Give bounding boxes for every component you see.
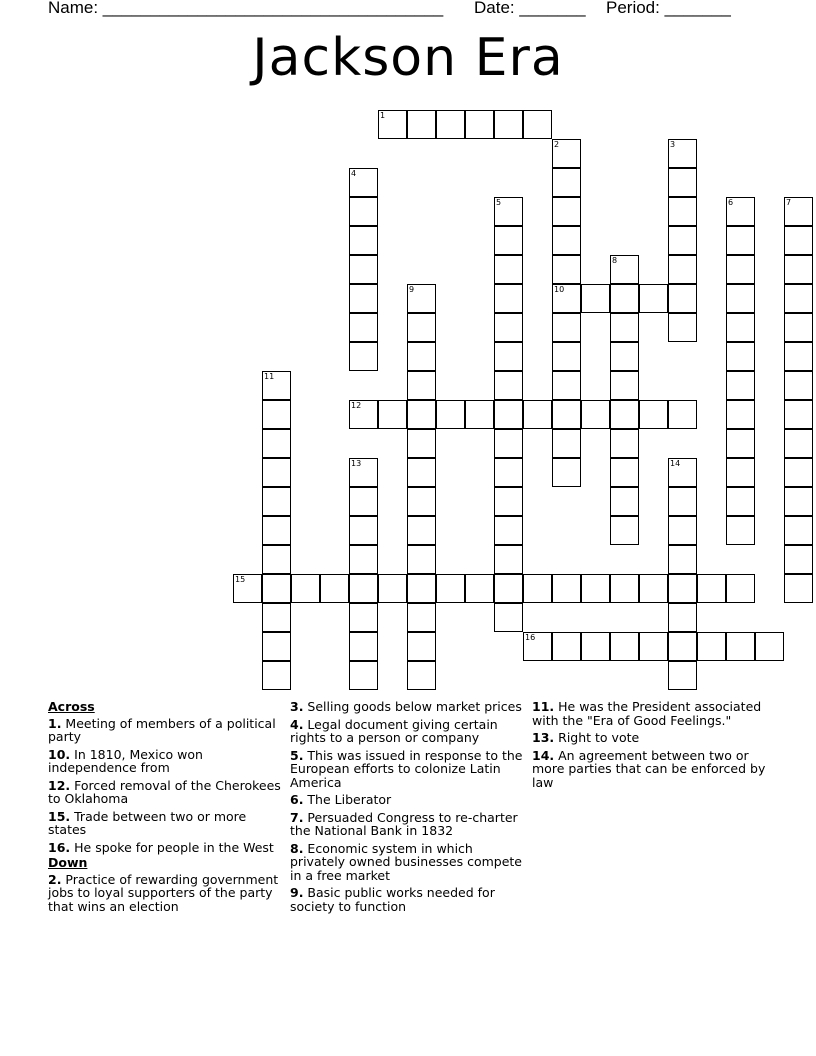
grid-cell[interactable] xyxy=(494,545,523,574)
grid-cell[interactable] xyxy=(262,516,291,545)
grid-cell[interactable] xyxy=(378,110,407,139)
clue-number: 10. xyxy=(48,746,71,762)
grid-cell[interactable] xyxy=(610,400,639,429)
clue-9 xyxy=(290,886,530,913)
grid-cell[interactable] xyxy=(784,400,813,429)
clue-text: Legal document giving certain rights to a person or company xyxy=(290,716,498,745)
grid-cell[interactable] xyxy=(407,516,436,545)
grid-cell[interactable] xyxy=(349,168,378,197)
clues-column-1 xyxy=(48,700,288,917)
grid-cell[interactable] xyxy=(436,574,465,603)
clue-text: Meeting of members of a political party xyxy=(48,715,276,744)
grid-cell[interactable] xyxy=(639,400,668,429)
grid-cell[interactable] xyxy=(349,632,378,661)
grid-cell[interactable] xyxy=(610,458,639,487)
clue-text: He spoke for people in the West xyxy=(70,839,274,855)
cell-number: 15 xyxy=(235,575,246,584)
clue-number: 15. xyxy=(48,808,71,824)
grid-cell[interactable] xyxy=(552,226,581,255)
grid-cell[interactable] xyxy=(726,632,755,661)
grid-cell[interactable] xyxy=(494,371,523,400)
clue-number: 4. xyxy=(290,716,304,732)
cell-number: 3 xyxy=(670,140,676,149)
grid-cell[interactable] xyxy=(726,313,755,342)
across-heading: Across xyxy=(48,699,95,714)
clue-number: 1. xyxy=(48,715,62,731)
grid-cell[interactable] xyxy=(784,255,813,284)
grid-cell[interactable] xyxy=(494,458,523,487)
grid-cell[interactable] xyxy=(610,284,639,313)
cell-number: 4 xyxy=(351,169,357,178)
grid-cell[interactable] xyxy=(784,313,813,342)
cell-number: 9 xyxy=(409,285,415,294)
grid-cell[interactable] xyxy=(436,110,465,139)
clue-7 xyxy=(290,811,530,838)
grid-cell[interactable] xyxy=(610,487,639,516)
grid-cell[interactable] xyxy=(552,458,581,487)
grid-cell[interactable] xyxy=(552,371,581,400)
grid-cell[interactable] xyxy=(552,168,581,197)
grid-cell[interactable] xyxy=(552,400,581,429)
clue-15 xyxy=(48,810,288,837)
grid-cell[interactable] xyxy=(407,400,436,429)
clue-number: 12. xyxy=(48,777,71,793)
grid-cell[interactable] xyxy=(407,661,436,690)
clue-number: 5. xyxy=(290,747,304,763)
grid-cell[interactable] xyxy=(494,197,523,226)
grid-cell[interactable] xyxy=(407,371,436,400)
clue-12 xyxy=(48,779,288,806)
grid-cell[interactable] xyxy=(552,284,581,313)
clue-text: Economic system in which privately owned businesses compete in a free market xyxy=(290,840,523,883)
grid-cell[interactable] xyxy=(668,255,697,284)
grid-cell[interactable] xyxy=(378,400,407,429)
grid-cell[interactable] xyxy=(697,632,726,661)
grid-cell[interactable] xyxy=(262,545,291,574)
grid-cell[interactable] xyxy=(726,458,755,487)
clue-13 xyxy=(532,731,772,745)
clue-number: 14. xyxy=(532,747,555,763)
grid-cell[interactable] xyxy=(407,429,436,458)
cell-number: 11 xyxy=(264,372,275,381)
grid-cell[interactable] xyxy=(494,400,523,429)
grid-cell[interactable] xyxy=(755,632,784,661)
grid-cell[interactable] xyxy=(581,284,610,313)
clue-text: In 1810, Mexico won independence from xyxy=(48,746,203,775)
clue-number: 11. xyxy=(532,699,555,714)
grid-cell[interactable] xyxy=(610,342,639,371)
grid-cell[interactable] xyxy=(262,487,291,516)
clue-text: This was issued in response to the European efforts to colonize Latin America xyxy=(290,747,523,790)
grid-cell[interactable] xyxy=(407,110,436,139)
grid-cell[interactable] xyxy=(668,139,697,168)
grid-cell[interactable] xyxy=(784,429,813,458)
grid-cell[interactable] xyxy=(407,313,436,342)
grid-cell[interactable] xyxy=(523,632,552,661)
grid-cell[interactable] xyxy=(668,400,697,429)
grid-cell[interactable] xyxy=(784,284,813,313)
grid-cell[interactable] xyxy=(494,429,523,458)
grid-cell[interactable] xyxy=(784,342,813,371)
period-field[interactable]: Period: _______ xyxy=(606,0,731,17)
grid-cell[interactable] xyxy=(233,574,262,603)
clue-text: Persuaded Congress to re-charter the National Bank in 1832 xyxy=(290,809,518,838)
grid-cell[interactable] xyxy=(262,429,291,458)
grid-cell[interactable] xyxy=(262,574,291,603)
grid-cell[interactable] xyxy=(407,632,436,661)
cell-number: 8 xyxy=(612,256,618,265)
grid-cell[interactable] xyxy=(349,487,378,516)
clue-text: Basic public works needed for society to function xyxy=(290,885,495,914)
cell-number: 7 xyxy=(786,198,792,207)
grid-cell[interactable] xyxy=(610,313,639,342)
grid-cell[interactable] xyxy=(465,574,494,603)
cell-number: 6 xyxy=(728,198,734,207)
grid-cell[interactable] xyxy=(668,313,697,342)
grid-cell[interactable] xyxy=(610,516,639,545)
grid-cell[interactable] xyxy=(349,400,378,429)
grid-cell[interactable] xyxy=(784,574,813,603)
clue-text: The Liberator xyxy=(303,792,392,807)
grid-cell[interactable] xyxy=(407,342,436,371)
clues-column-2 xyxy=(290,700,530,917)
cell-number: 10 xyxy=(554,285,565,294)
grid-cell[interactable] xyxy=(465,110,494,139)
grid-cell[interactable] xyxy=(581,400,610,429)
clue-4 xyxy=(290,718,530,745)
clue-text: Practice of rewarding government jobs to loyal supporters of the party that wins an election xyxy=(48,871,279,914)
clue-text: He was the President associated with the "Era of Good Feelings." xyxy=(532,699,762,728)
grid-cell[interactable] xyxy=(494,574,523,603)
grid-cell[interactable] xyxy=(262,632,291,661)
grid-cell[interactable] xyxy=(784,545,813,574)
grid-cell[interactable] xyxy=(552,429,581,458)
clue-14 xyxy=(532,749,772,790)
grid-cell[interactable] xyxy=(668,516,697,545)
grid-cell[interactable] xyxy=(407,574,436,603)
clue-16 xyxy=(48,841,288,855)
clue-number: 9. xyxy=(290,885,304,900)
clue-2 xyxy=(48,873,288,914)
grid-cell[interactable] xyxy=(726,516,755,545)
grid-cell[interactable] xyxy=(610,255,639,284)
grid-cell[interactable] xyxy=(552,197,581,226)
grid-cell[interactable] xyxy=(668,632,697,661)
grid-cell[interactable] xyxy=(349,255,378,284)
grid-cell[interactable] xyxy=(349,197,378,226)
grid-cell[interactable] xyxy=(349,574,378,603)
grid-cell[interactable] xyxy=(581,574,610,603)
grid-cell[interactable] xyxy=(668,226,697,255)
grid-cell[interactable] xyxy=(784,516,813,545)
clue-6 xyxy=(290,793,530,807)
clue-text: Selling goods below market prices xyxy=(303,699,522,714)
grid-cell[interactable] xyxy=(494,284,523,313)
grid-cell[interactable] xyxy=(784,458,813,487)
grid-cell[interactable] xyxy=(610,429,639,458)
grid-cell[interactable] xyxy=(552,342,581,371)
cell-number: 12 xyxy=(351,401,362,410)
grid-cell[interactable] xyxy=(262,661,291,690)
grid-cell[interactable] xyxy=(349,603,378,632)
grid-cell[interactable] xyxy=(523,574,552,603)
clue-text: Right to vote xyxy=(554,730,640,745)
cell-number: 5 xyxy=(496,198,502,207)
grid-cell[interactable] xyxy=(494,603,523,632)
grid-cell[interactable] xyxy=(552,574,581,603)
cell-number: 16 xyxy=(525,633,536,642)
grid-cell[interactable] xyxy=(784,487,813,516)
grid-cell[interactable] xyxy=(668,168,697,197)
grid-cell[interactable] xyxy=(494,516,523,545)
grid-cell[interactable] xyxy=(668,545,697,574)
grid-cell[interactable] xyxy=(436,400,465,429)
grid-cell[interactable] xyxy=(494,313,523,342)
clue-number: 8. xyxy=(290,840,304,856)
grid-cell[interactable] xyxy=(784,226,813,255)
grid-cell[interactable] xyxy=(726,371,755,400)
clue-number: 16. xyxy=(48,839,71,855)
grid-cell[interactable] xyxy=(262,371,291,400)
cell-number: 13 xyxy=(351,459,362,468)
grid-cell[interactable] xyxy=(262,458,291,487)
grid-cell[interactable] xyxy=(407,487,436,516)
date-field[interactable]: Date: _______ xyxy=(474,0,586,17)
clue-number: 3. xyxy=(290,699,304,714)
page-title: Jackson Era xyxy=(252,28,564,88)
clue-number: 6. xyxy=(290,792,304,807)
grid-cell[interactable] xyxy=(668,487,697,516)
grid-cell[interactable] xyxy=(349,284,378,313)
grid-cell[interactable] xyxy=(523,400,552,429)
clue-number: 2. xyxy=(48,871,62,887)
cell-number: 2 xyxy=(554,140,560,149)
clue-3 xyxy=(290,700,530,714)
grid-cell[interactable] xyxy=(668,661,697,690)
grid-cell[interactable] xyxy=(726,429,755,458)
grid-cell[interactable] xyxy=(668,603,697,632)
grid-cell[interactable] xyxy=(494,255,523,284)
grid-cell[interactable] xyxy=(407,284,436,313)
grid-cell[interactable] xyxy=(552,255,581,284)
grid-cell[interactable] xyxy=(494,110,523,139)
grid-cell[interactable] xyxy=(668,284,697,313)
grid-cell[interactable] xyxy=(291,574,320,603)
grid-cell[interactable] xyxy=(349,226,378,255)
grid-cell[interactable] xyxy=(668,458,697,487)
grid-cell[interactable] xyxy=(465,400,494,429)
grid-cell[interactable] xyxy=(726,255,755,284)
grid-cell[interactable] xyxy=(407,545,436,574)
grid-cell[interactable] xyxy=(349,516,378,545)
grid-cell[interactable] xyxy=(784,371,813,400)
grid-cell[interactable] xyxy=(726,400,755,429)
grid-cell[interactable] xyxy=(262,603,291,632)
grid-cell[interactable] xyxy=(784,197,813,226)
grid-cell[interactable] xyxy=(320,574,349,603)
grid-cell[interactable] xyxy=(726,342,755,371)
clue-text: An agreement between two or more parties that can be enforced by law xyxy=(532,747,766,790)
grid-cell[interactable] xyxy=(552,632,581,661)
grid-cell[interactable] xyxy=(407,603,436,632)
grid-cell[interactable] xyxy=(523,110,552,139)
clue-number: 13. xyxy=(532,730,555,745)
grid-cell[interactable] xyxy=(552,313,581,342)
grid-cell[interactable] xyxy=(349,313,378,342)
clue-1 xyxy=(48,717,288,744)
grid-cell[interactable] xyxy=(581,632,610,661)
grid-cell[interactable] xyxy=(610,371,639,400)
grid-cell[interactable] xyxy=(668,574,697,603)
grid-cell[interactable] xyxy=(349,342,378,371)
grid-cell[interactable] xyxy=(610,632,639,661)
clue-text: Forced removal of the Cherokees to Oklahoma xyxy=(48,777,281,806)
grid-cell[interactable] xyxy=(697,574,726,603)
grid-cell[interactable] xyxy=(378,574,407,603)
grid-cell[interactable] xyxy=(494,342,523,371)
cell-number: 14 xyxy=(670,459,681,468)
grid-cell[interactable] xyxy=(726,197,755,226)
cell-number: 1 xyxy=(380,111,386,120)
grid-cell[interactable] xyxy=(726,226,755,255)
clue-10 xyxy=(48,748,288,775)
grid-cell[interactable] xyxy=(494,487,523,516)
grid-cell[interactable] xyxy=(349,661,378,690)
clue-11 xyxy=(532,700,772,727)
clue-8 xyxy=(290,842,530,883)
down-heading: Down xyxy=(48,855,88,870)
grid-cell[interactable] xyxy=(610,574,639,603)
grid-cell[interactable] xyxy=(639,284,668,313)
grid-cell[interactable] xyxy=(407,458,436,487)
grid-cell[interactable] xyxy=(552,139,581,168)
clue-text: Trade between two or more states xyxy=(48,808,247,837)
grid-cell[interactable] xyxy=(494,226,523,255)
grid-cell[interactable] xyxy=(349,458,378,487)
grid-cell[interactable] xyxy=(726,574,755,603)
grid-cell[interactable] xyxy=(349,545,378,574)
clues-column-3 xyxy=(532,700,772,793)
grid-cell[interactable] xyxy=(726,487,755,516)
grid-cell[interactable] xyxy=(726,284,755,313)
name-field[interactable]: Name: ____________________________________ xyxy=(48,0,444,17)
grid-cell[interactable] xyxy=(639,574,668,603)
grid-cell[interactable] xyxy=(639,632,668,661)
clue-number: 7. xyxy=(290,809,304,825)
clue-5 xyxy=(290,749,530,790)
grid-cell[interactable] xyxy=(262,400,291,429)
grid-cell[interactable] xyxy=(668,197,697,226)
